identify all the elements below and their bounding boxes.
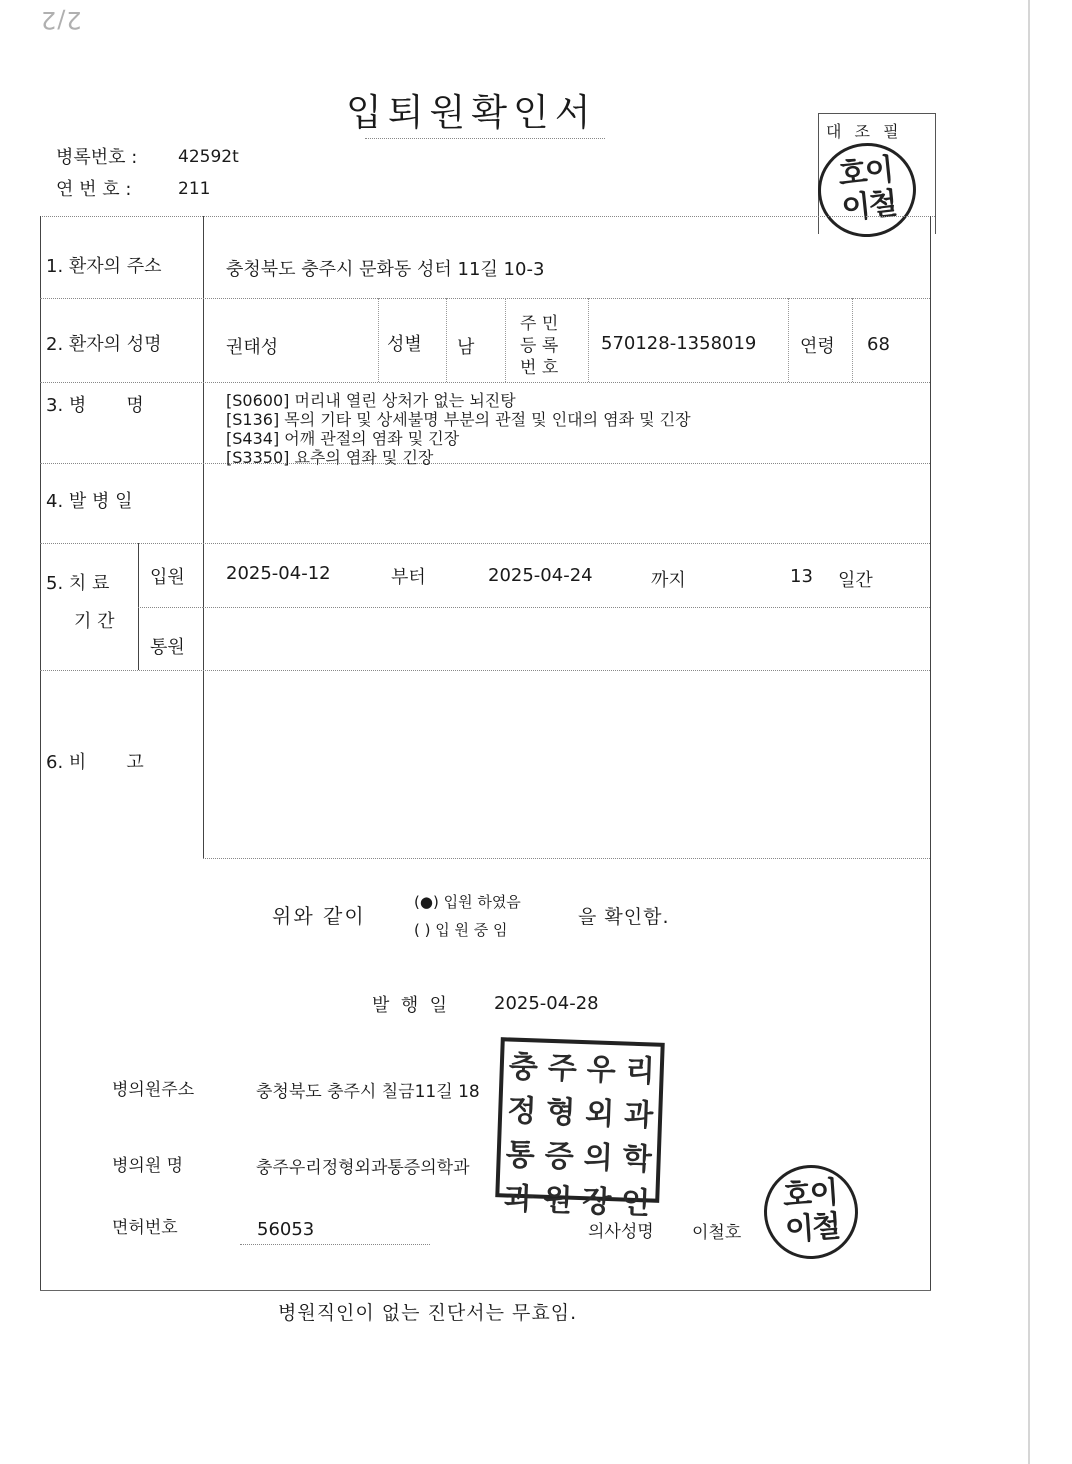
age-label: 연령 [800,336,835,357]
option-inpatient-label: 입 원 중 임 [435,921,508,939]
page-edge [1028,0,1030,1464]
name-label: 2. 환자의 성명 [46,334,162,355]
diagnosis-item: [S3350] 요추의 염좌 및 긴장 [226,448,434,467]
diagnosis-item: [S0600] 머리내 열린 상처가 없는 뇌진탕 [226,391,516,410]
serial-no-value: 211 [178,179,211,199]
to-date: 2025-04-24 [488,565,593,586]
option-admitted [414,891,521,912]
to-suffix: 까지 [651,570,686,591]
treatment-period-label: 기 간 [74,611,115,632]
diagnosis-item: [S434] 어깨 관절의 염좌 및 긴장 [226,429,460,448]
hospital-address: 충청북도 충주시 칠금11길 18 [256,1082,480,1102]
record-no-label: 병록번호 : [56,147,138,168]
from-date: 2025-04-12 [226,563,331,584]
issue-label: 발 행 일 [372,995,448,1016]
doctor-label: 의사성명 [588,1222,654,1242]
name-value: 권태성 [226,337,279,358]
doctor-signature-seal-icon: 호이 이철 [761,1162,861,1262]
rrn-label-line3: 번 호 [520,358,559,378]
hospital-seal-icon: 충 주 우 리 정 형 외 과 통 증 의 학 과 원 장 인 [495,1037,664,1203]
record-no-value: 42592t [178,147,239,167]
outpatient-label: 통원 [150,637,185,658]
onset-label: 4. 발 병 일 [46,491,133,512]
day-count-suffix: 일간 [838,570,873,591]
serial-no-label: 연 번 호 : [56,179,132,200]
diagnosis-list [226,391,691,467]
confirm-prefix: 위와 같이 [272,904,366,928]
radio-selected-icon: (●) [414,893,439,911]
diagnosis-item: [S136] 목의 기타 및 상세불명 부분의 관절 및 인대의 염좌 및 긴장 [226,410,691,429]
remarks-label: 6. 비 고 [46,752,144,773]
age-value: 68 [867,334,890,355]
radio-empty-icon: ( ) [414,921,431,939]
option-admitted-label: 입원 하였음 [443,893,521,911]
document-title: 입퇴원확인서 [346,91,597,134]
day-count: 13 [790,566,813,587]
disease-label: 3. 병 명 [46,395,144,416]
from-suffix: 부터 [391,567,426,588]
doctor-name: 이철호 [692,1223,742,1243]
issue-date: 2025-04-28 [494,993,599,1014]
rrn-value: 570128-1358019 [601,333,757,354]
doctor-seal-icon: 호이 이철 [813,138,920,242]
page-number-mark: 2/2 [40,6,82,34]
hospital-name-label: 병의원 명 [112,1156,184,1176]
option-inpatient [414,919,508,940]
hospital-address-label: 병의원주소 [112,1080,195,1100]
address-label: 1. 환자의 주소 [46,256,162,277]
rrn-label-line2: 등 록 [520,336,559,356]
inpatient-label: 입원 [150,567,185,588]
verification-label: 대 조 필 [826,122,903,141]
footer-note: 병원직인이 없는 진단서는 무효임. [278,1302,578,1324]
address-value: 충청북도 충주시 문화동 성터 11길 10-3 [226,259,545,280]
treatment-label: 5. 치 료 [46,573,110,594]
hospital-name: 충주우리정형외과통증의학과 [256,1158,470,1178]
sex-value: 남 [457,337,475,358]
sex-label: 성별 [387,334,422,355]
license-number: 56053 [257,1219,315,1240]
rrn-label-line1: 주 민 [520,314,559,334]
confirm-suffix: 을 확인함. [578,906,670,928]
license-label: 면허번호 [112,1218,178,1238]
